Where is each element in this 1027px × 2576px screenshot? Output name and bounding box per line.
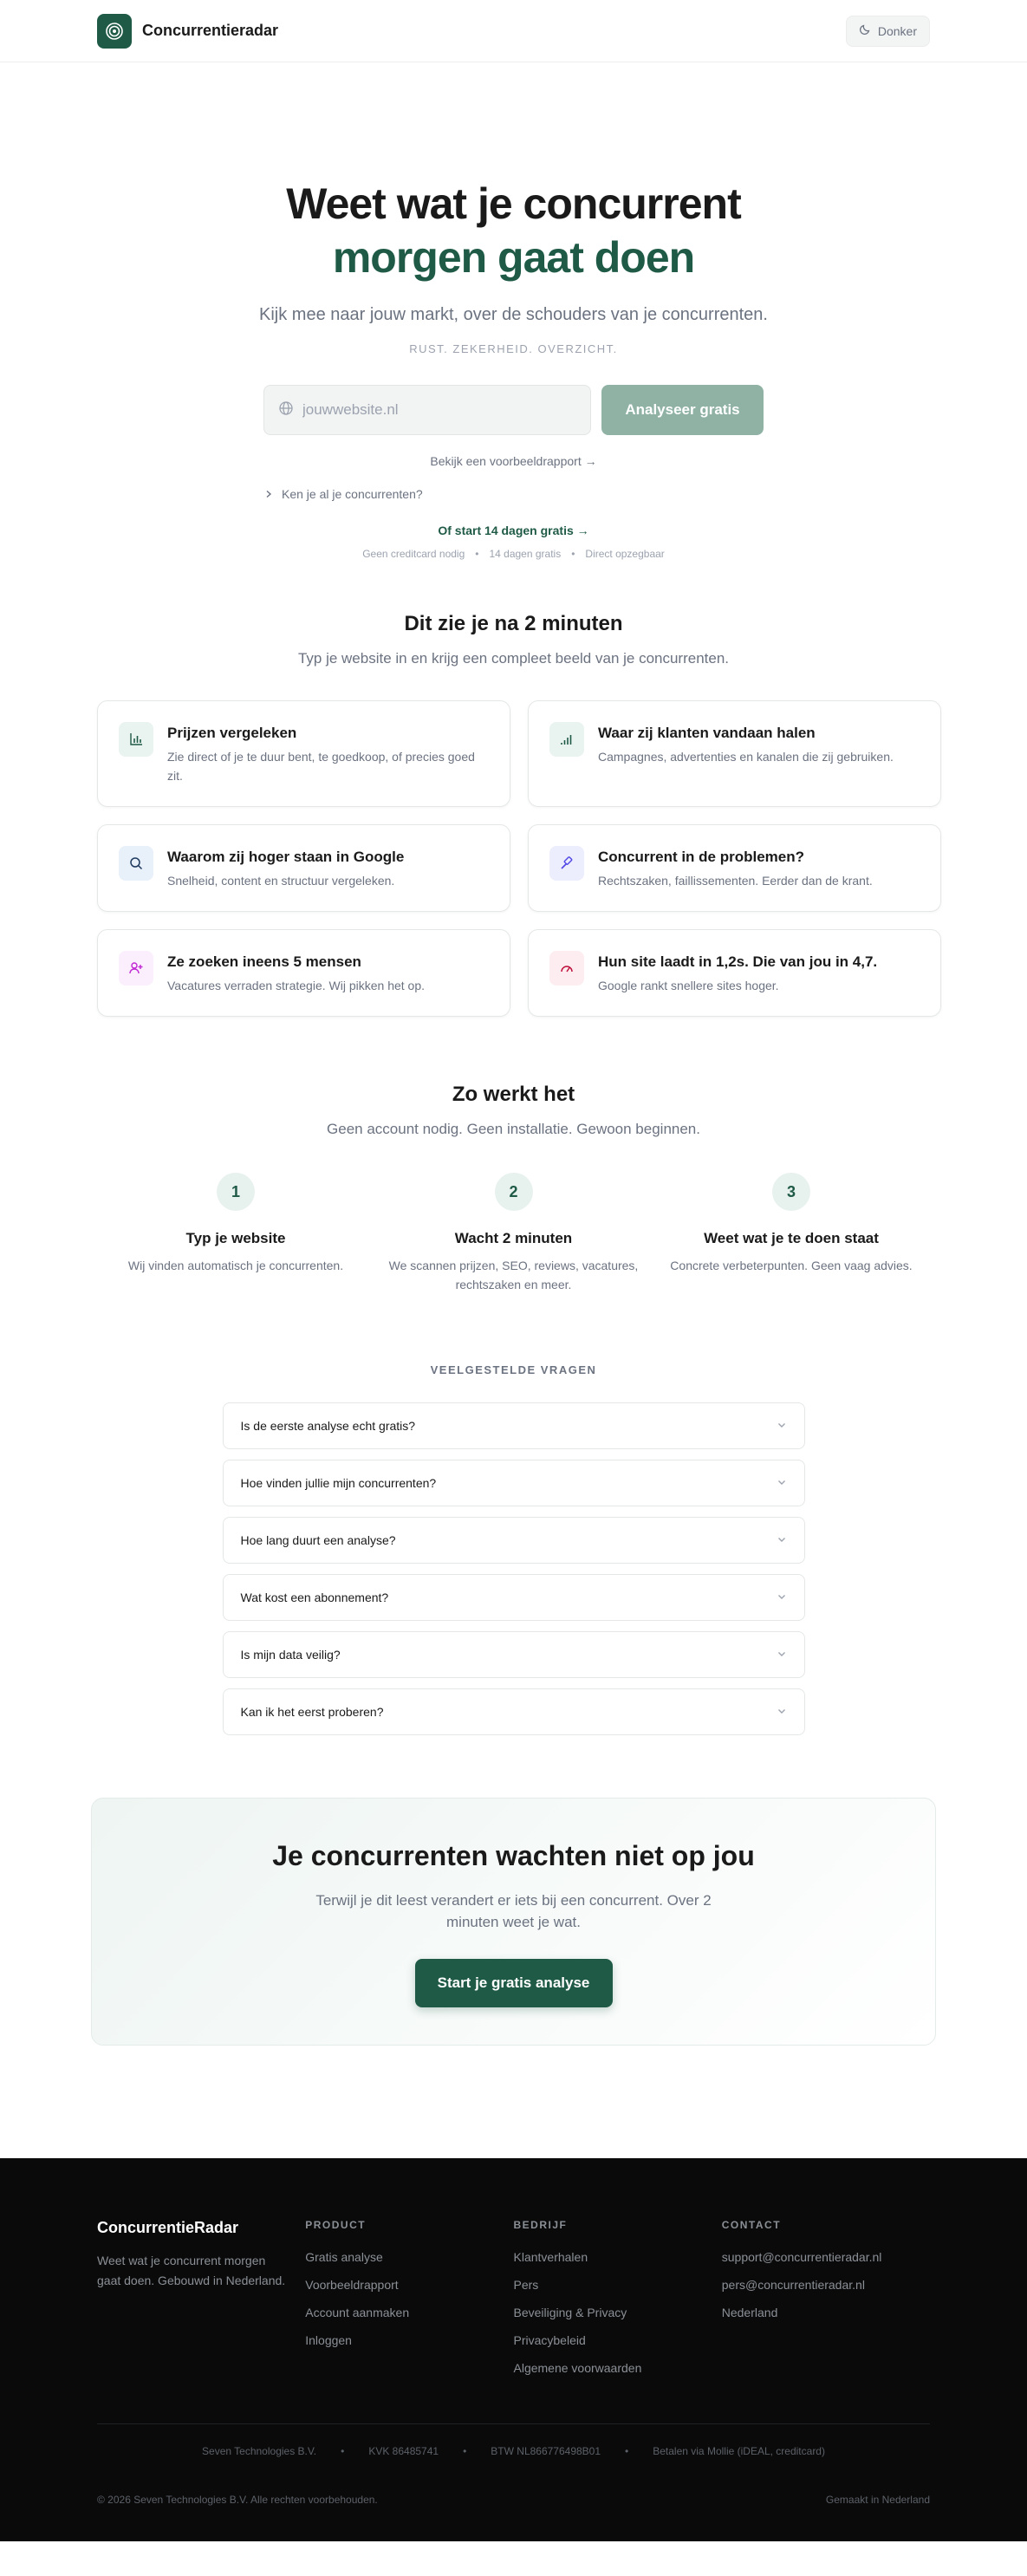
footer-link[interactable]: Voorbeeldrapport bbox=[305, 2278, 399, 2292]
footer-contact-column bbox=[722, 2215, 930, 2375]
footer-brand: ConcurrentieRadar bbox=[97, 2219, 239, 2236]
analyze-button[interactable]: Analyseer gratis bbox=[601, 385, 764, 435]
chevron-down-icon bbox=[777, 1705, 787, 1719]
hero-title-line1: Weet wat je concurrent bbox=[286, 179, 741, 228]
footer-link[interactable]: Algemene voorwaarden bbox=[513, 2361, 642, 2375]
know-competitors-label: Ken je al je concurrenten? bbox=[282, 487, 423, 501]
gauge-icon bbox=[549, 951, 584, 986]
footer-link[interactable]: Account aanmaken bbox=[305, 2306, 410, 2319]
know-competitors-toggle[interactable] bbox=[264, 487, 763, 501]
feature-desc: Zie direct of je te duur bent, te goedkoop, of precies goed zit. bbox=[167, 750, 475, 783]
dark-mode-label: Donker bbox=[877, 23, 917, 38]
step-number: 3 bbox=[772, 1173, 810, 1211]
faq-heading: VEELGESTELDE VRAGEN bbox=[430, 1363, 597, 1376]
trial-note: Geen creditcard nodig bbox=[362, 548, 465, 560]
feature-card bbox=[528, 824, 941, 912]
chevron-down-icon bbox=[777, 1590, 787, 1604]
website-url-input[interactable] bbox=[302, 401, 562, 419]
footer-columns bbox=[97, 2215, 930, 2375]
feature-title: Hun site laadt in 1,2s. Die van jou in 4,7. bbox=[598, 953, 878, 970]
bullet-separator: • bbox=[625, 2445, 629, 2457]
brand[interactable] bbox=[97, 14, 278, 49]
features-title: Dit zie je na 2 minuten bbox=[404, 612, 623, 635]
trial-note: Direct opzegbaar bbox=[585, 548, 665, 560]
hero-subtitle: Kijk mee naar jouw markt, over de schouders van je concurrenten. bbox=[259, 305, 768, 324]
step bbox=[375, 1173, 653, 1294]
start-trial-link[interactable]: Of start 14 dagen gratis → bbox=[438, 524, 589, 537]
hero-title-line2: morgen gaat doen bbox=[332, 233, 695, 282]
feature-title: Ze zoeken ineens 5 mensen bbox=[167, 953, 361, 970]
feature-desc: Vacatures verraden strategie. Wij pikken het op. bbox=[167, 979, 426, 992]
made-in: Gemaakt in Nederland bbox=[825, 2494, 930, 2506]
how-it-works-section bbox=[0, 1017, 1027, 1294]
signal-icon bbox=[549, 722, 584, 757]
footer-bottom bbox=[97, 2494, 930, 2506]
feature-card bbox=[97, 929, 510, 1017]
legal-item: KVK 86485741 bbox=[368, 2445, 439, 2457]
footer-link[interactable]: Beveiliging & Privacy bbox=[513, 2306, 627, 2319]
footer-link[interactable]: Inloggen bbox=[305, 2333, 352, 2347]
faq-list bbox=[223, 1402, 805, 1735]
faq-item[interactable] bbox=[223, 1460, 805, 1506]
faq-item[interactable] bbox=[223, 1574, 805, 1621]
cta-title: Je concurrenten wachten niet op jou bbox=[272, 1840, 755, 1871]
site-footer bbox=[0, 2158, 1027, 2541]
bullet-separator: • bbox=[341, 2445, 345, 2457]
footer-product-column bbox=[305, 2215, 513, 2375]
faq-item[interactable] bbox=[223, 1688, 805, 1735]
bullet-separator: • bbox=[475, 548, 479, 560]
feature-card bbox=[97, 824, 510, 912]
step-title: Wacht 2 minuten bbox=[454, 1230, 573, 1246]
faq-item[interactable] bbox=[223, 1631, 805, 1678]
step-desc: Concrete verbeterpunten. Geen vaag advies. bbox=[670, 1259, 913, 1272]
faq-section bbox=[0, 1294, 1027, 1735]
feature-desc: Rechtszaken, faillissementen. Eerder dan de krant. bbox=[598, 874, 873, 888]
footer-link[interactable]: Klantverhalen bbox=[513, 2250, 588, 2264]
features-section bbox=[0, 560, 1027, 1017]
step-desc: Wij vinden automatisch je concurrenten. bbox=[127, 1259, 344, 1272]
feature-title: Concurrent in de problemen? bbox=[598, 849, 805, 865]
bullet-separator: • bbox=[463, 2445, 467, 2457]
feature-card bbox=[528, 929, 941, 1017]
footer-legal-row bbox=[97, 2423, 930, 2457]
trial-notes bbox=[0, 548, 1027, 560]
feature-desc: Google rankt snellere sites hoger. bbox=[598, 979, 779, 992]
cta-section bbox=[91, 1798, 936, 2046]
globe-icon bbox=[278, 400, 294, 420]
gavel-icon bbox=[549, 846, 584, 881]
feature-card bbox=[528, 700, 941, 807]
website-url-field[interactable] bbox=[263, 385, 591, 435]
start-analysis-button[interactable]: Start je gratis analyse bbox=[415, 1959, 613, 2007]
faq-item[interactable] bbox=[223, 1402, 805, 1449]
step-desc: We scannen prijzen, SEO, reviews, vacatures, rechtszaken en meer. bbox=[388, 1259, 639, 1291]
feature-desc: Campagnes, advertenties en kanalen die zij gebruiken. bbox=[598, 750, 894, 764]
footer-heading: PRODUCT bbox=[305, 2219, 367, 2231]
footer-link[interactable]: Pers bbox=[513, 2278, 539, 2292]
footer-email-link[interactable]: support@concurrentieradar.nl bbox=[721, 2250, 882, 2264]
how-title: Zo werkt het bbox=[452, 1083, 575, 1106]
radar-logo-icon bbox=[97, 14, 132, 49]
hero-title bbox=[0, 177, 1027, 284]
chevron-down-icon bbox=[777, 1533, 787, 1547]
site-header bbox=[0, 0, 1027, 62]
faq-question: Is mijn data veilig? bbox=[240, 1648, 341, 1662]
footer-heading: BEDRIJF bbox=[513, 2219, 568, 2231]
legal-item: BTW NL866776498B01 bbox=[491, 2445, 601, 2457]
footer-email-link[interactable]: pers@concurrentieradar.nl bbox=[721, 2278, 865, 2292]
footer-location: Nederland bbox=[721, 2306, 778, 2319]
hero-tagline: RUST. ZEKERHEID. OVERZICHT. bbox=[409, 342, 618, 355]
feature-title: Waarom zij hoger staan in Google bbox=[167, 849, 405, 865]
footer-brand-column bbox=[97, 2215, 305, 2375]
how-subtitle: Geen account nodig. Geen installatie. Gewoon beginnen. bbox=[327, 1121, 700, 1137]
step-number: 1 bbox=[217, 1173, 255, 1211]
feature-desc: Snelheid, content en structuur vergeleken. bbox=[167, 874, 395, 888]
step-number: 2 bbox=[495, 1173, 533, 1211]
footer-company-column bbox=[514, 2215, 722, 2375]
analyze-form bbox=[0, 385, 1027, 435]
faq-question: Kan ik het eerst proberen? bbox=[240, 1705, 384, 1719]
steps bbox=[97, 1173, 930, 1294]
legal-item: Seven Technologies B.V. bbox=[202, 2445, 317, 2457]
moon-icon bbox=[859, 23, 871, 38]
feature-title: Waar zij klanten vandaan halen bbox=[598, 725, 816, 741]
step bbox=[97, 1173, 374, 1294]
feature-title: Prijzen vergeleken bbox=[167, 725, 297, 741]
faq-item[interactable] bbox=[223, 1517, 805, 1564]
footer-link[interactable]: Gratis analyse bbox=[305, 2250, 383, 2264]
hero-section bbox=[0, 62, 1027, 560]
chevron-down-icon bbox=[777, 1476, 787, 1490]
copyright: © 2026 Seven Technologies B.V. Alle rechten voorbehouden. bbox=[97, 2494, 378, 2506]
chevron-right-icon bbox=[264, 487, 273, 501]
search-icon bbox=[119, 846, 153, 881]
step-title: Weet wat je te doen staat bbox=[704, 1230, 879, 1246]
chevron-down-icon bbox=[777, 1648, 787, 1662]
bar-chart-icon bbox=[119, 722, 153, 757]
step-title: Typ je website bbox=[185, 1230, 286, 1246]
faq-question: Wat kost een abonnement? bbox=[240, 1590, 389, 1604]
example-report-link[interactable]: Bekijk een voorbeeldrapport → bbox=[430, 454, 597, 468]
footer-heading: CONTACT bbox=[721, 2219, 782, 2231]
trial-note: 14 dagen gratis bbox=[489, 548, 562, 560]
chevron-down-icon bbox=[777, 1419, 787, 1433]
brand-name: Concurrentieradar bbox=[142, 22, 279, 39]
feature-grid bbox=[97, 700, 930, 1017]
features-subtitle: Typ je website in en krijg een compleet beeld van je concurrenten. bbox=[297, 650, 730, 667]
user-plus-icon bbox=[119, 951, 153, 986]
footer-about: Weet wat je concurrent morgen gaat doen. Gebouwd in Nederland. bbox=[97, 2254, 286, 2287]
legal-item: Betalen via Mollie (iDEAL, creditcard) bbox=[653, 2445, 825, 2457]
faq-question: Hoe vinden jullie mijn concurrenten? bbox=[240, 1476, 437, 1490]
faq-question: Is de eerste analyse echt gratis? bbox=[240, 1419, 416, 1433]
feature-card bbox=[97, 700, 510, 807]
faq-question: Hoe lang duurt een analyse? bbox=[240, 1533, 396, 1547]
footer-link[interactable]: Privacybeleid bbox=[513, 2333, 586, 2347]
dark-mode-toggle[interactable] bbox=[846, 16, 930, 47]
step bbox=[653, 1173, 930, 1294]
bullet-separator: • bbox=[571, 548, 575, 560]
cta-subtitle: Terwijl je dit leest verandert er iets bij een concurrent. Over 2 minuten weet je wat. bbox=[315, 1892, 712, 1930]
